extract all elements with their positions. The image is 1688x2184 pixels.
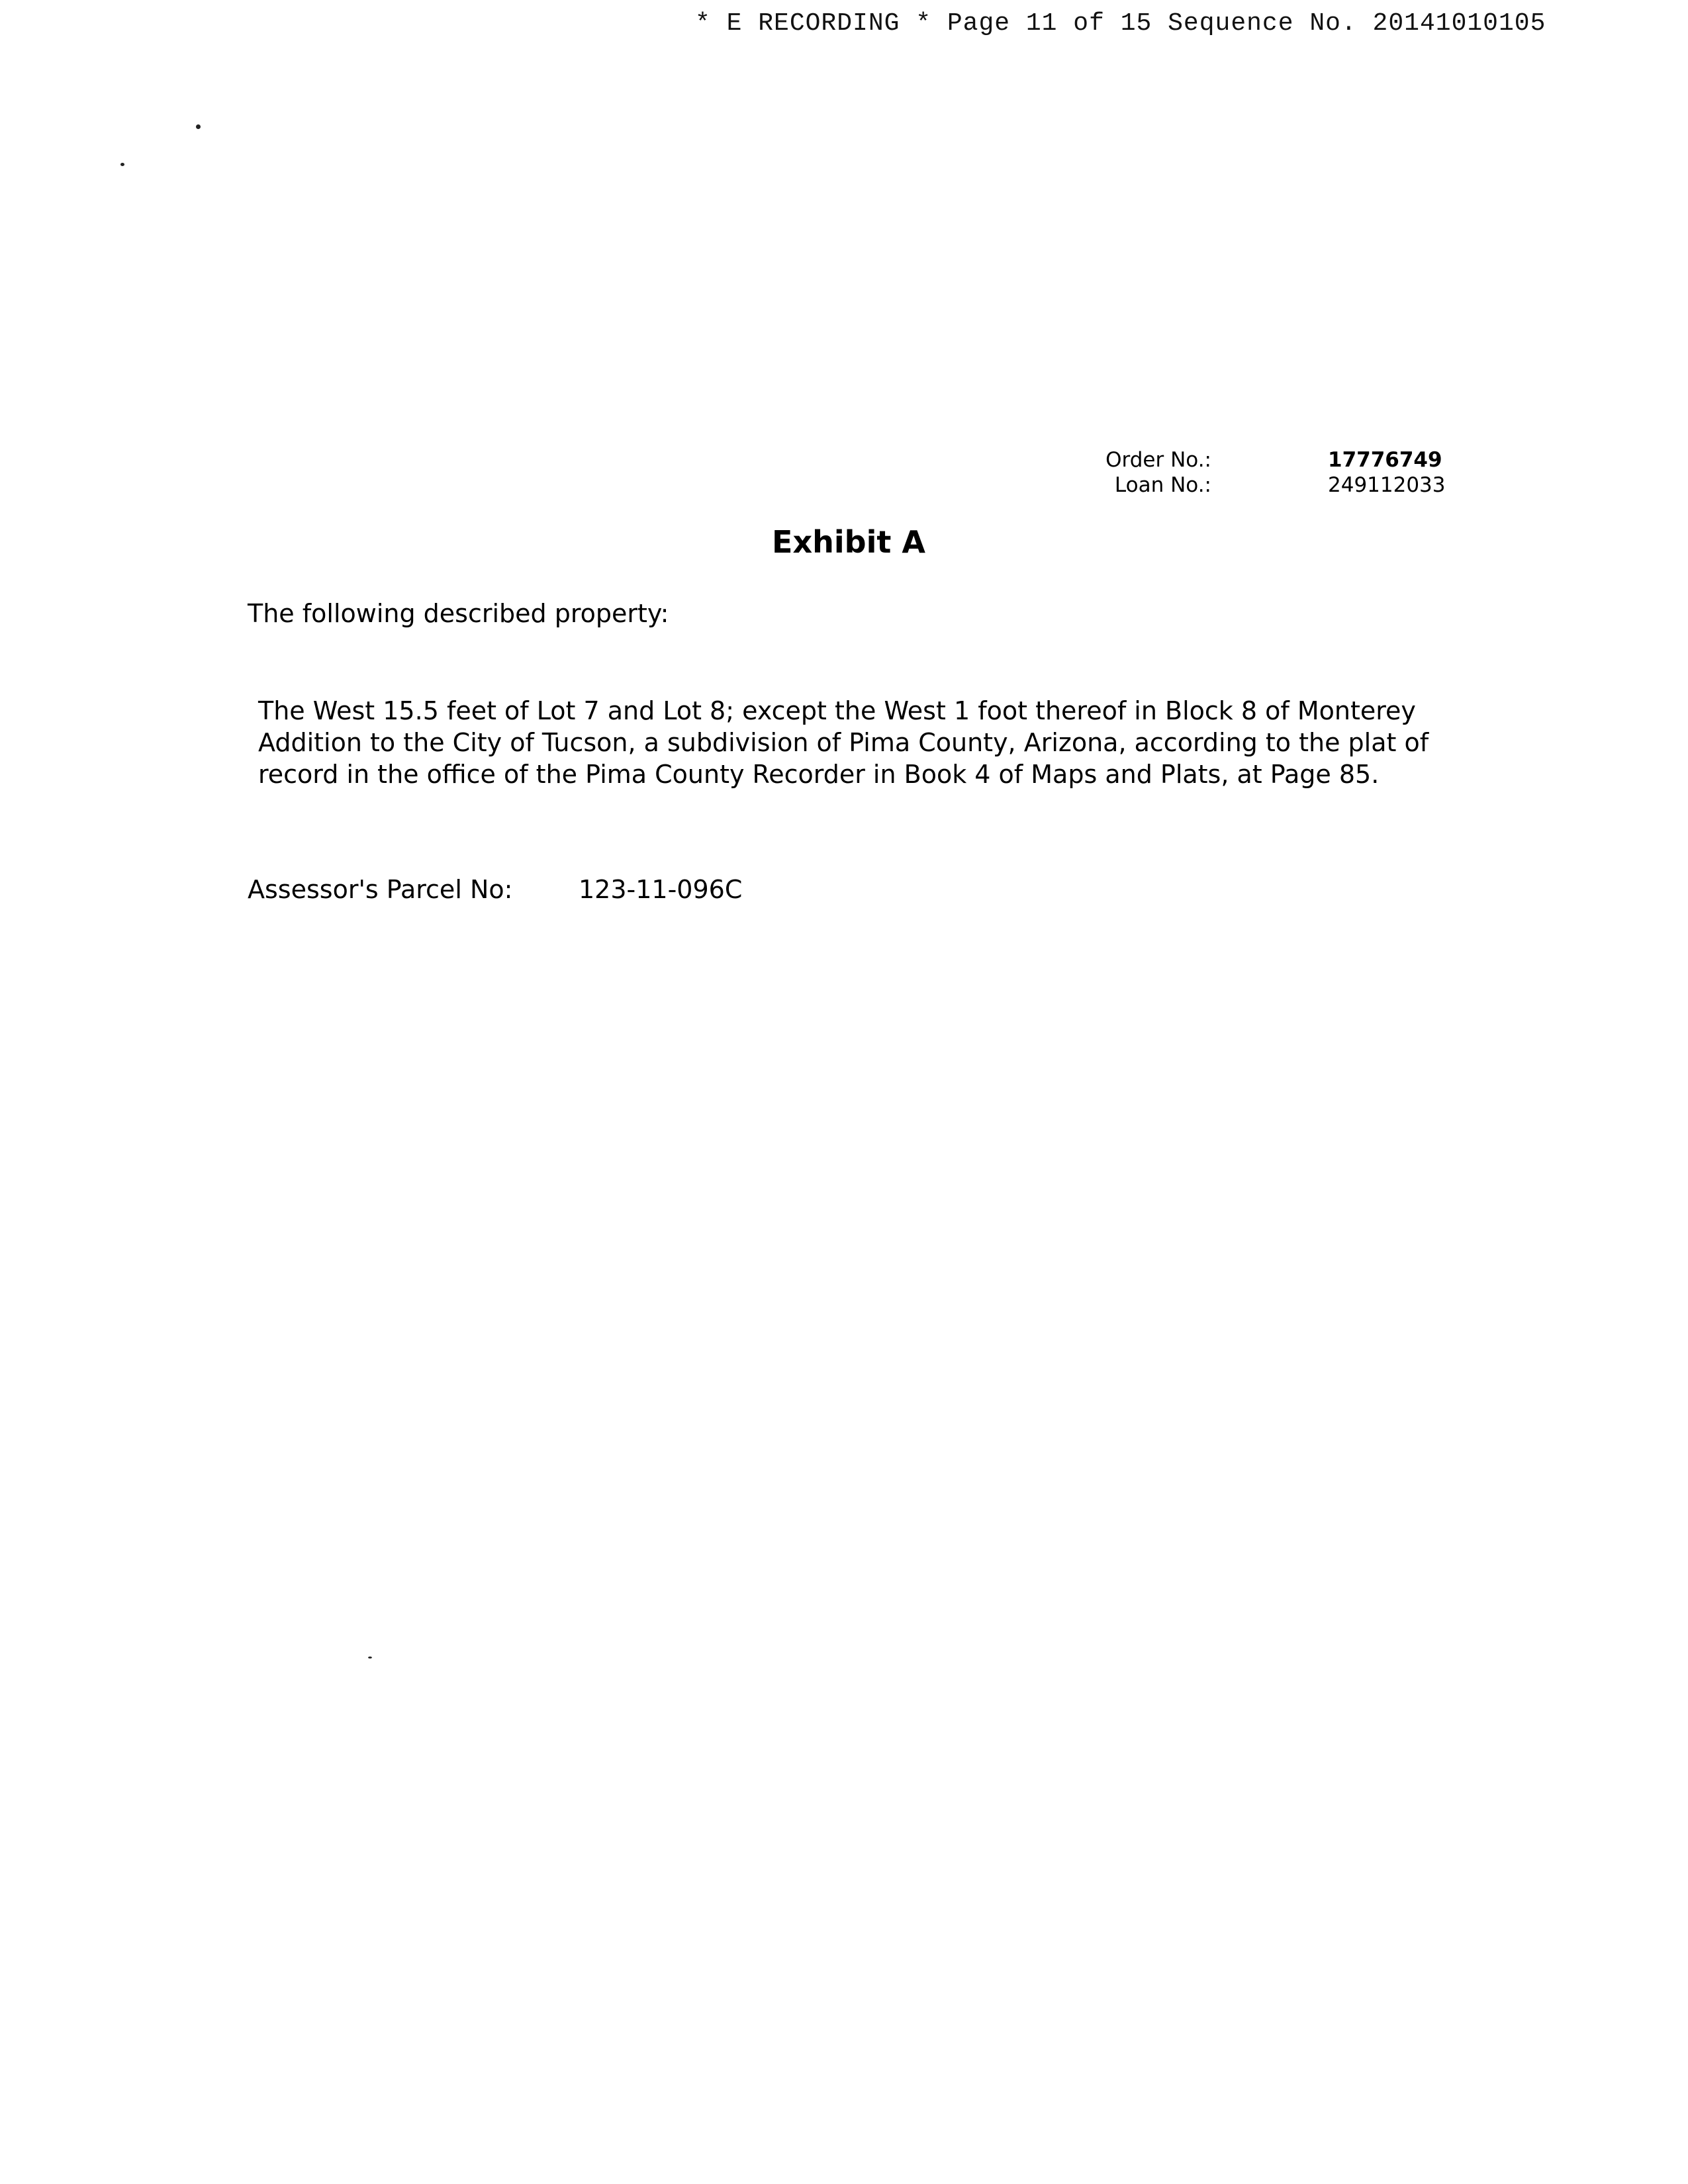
scan-speck (368, 1657, 372, 1659)
legal-description: The West 15.5 feet of Lot 7 and Lot 8; except the West 1 foot thereof in Block 8 of Monterey Addition to the City of Tucson, a subdivision of Pima County, Arizona, according to the plat of record in the office of the Pima County Recorder in Book 4 of Maps and Plats, at Page 85. (258, 696, 1429, 789)
parcel-row (248, 875, 742, 904)
order-number-row (1033, 447, 1456, 473)
intro-text: The following described property: (248, 599, 669, 628)
loan-number-label: Loan No.: (1114, 473, 1211, 497)
recording-stamp: * E RECORDING * Page 11 of 15 Sequence No. 20141010105 (695, 9, 1546, 38)
order-number-value: 17776749 (1328, 448, 1442, 472)
scan-speck (196, 124, 201, 129)
scan-speck (120, 163, 124, 166)
page-title: Exhibit A (772, 524, 925, 560)
order-info (1033, 447, 1456, 498)
parcel-value: 123-11-096C (579, 875, 743, 904)
order-number-label: Order No.: (1105, 448, 1211, 472)
loan-number-row (1033, 473, 1456, 498)
loan-number-value: 249112033 (1328, 473, 1446, 497)
parcel-label: Assessor's Parcel No: (248, 875, 513, 904)
